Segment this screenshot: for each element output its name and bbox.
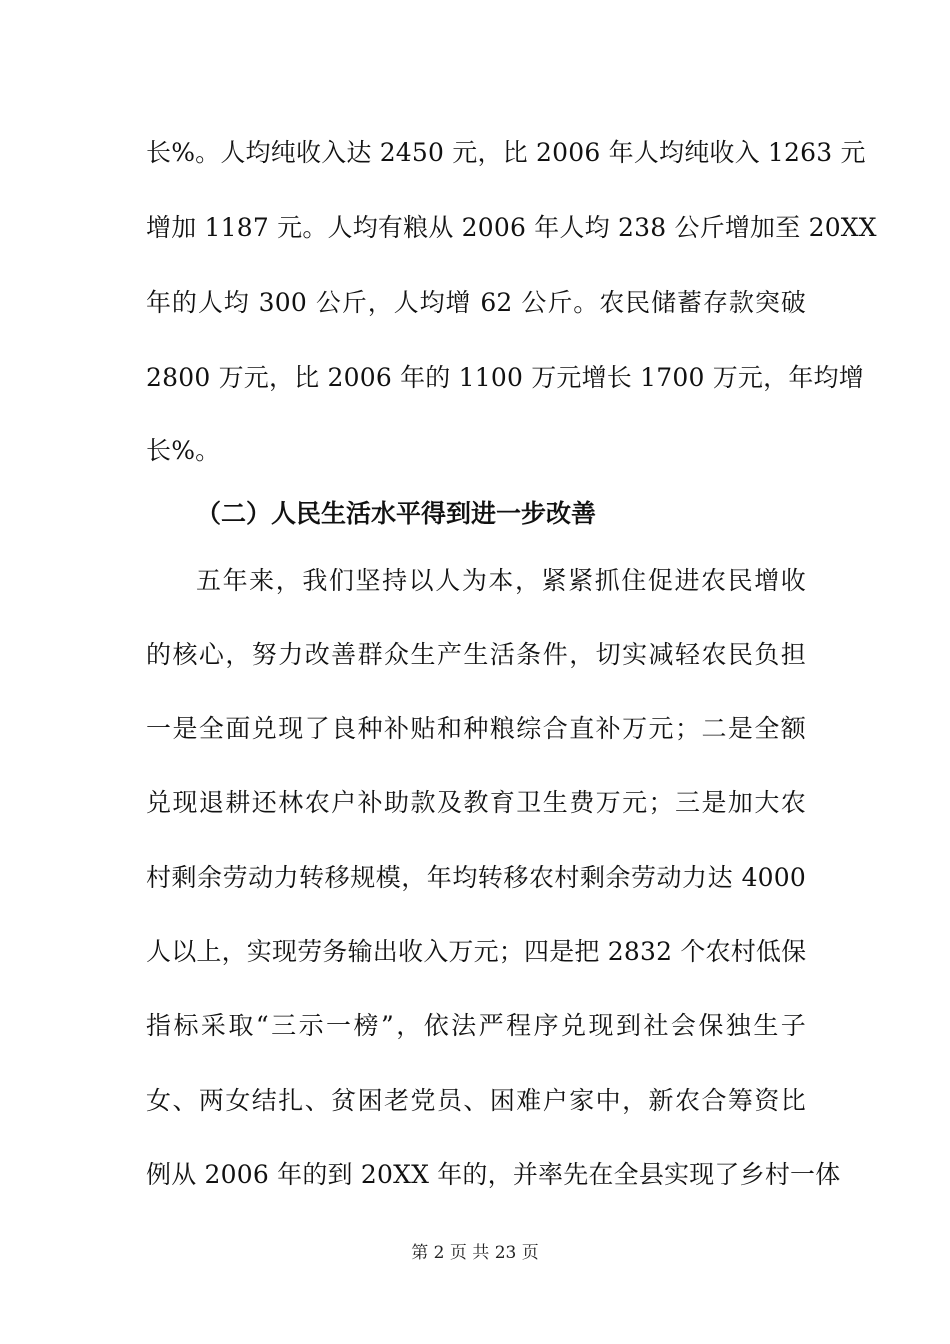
paragraph-line-9: 例从 2006 年的到 20XX 年的，并率先在全县实现了乡村一体 [146,1160,841,1189]
text-line-4: 2800 万元，比 2006 年的 1100 万元增长 1700 万元，年均增 [146,363,864,392]
paragraph-line-8: 女、两女结扎、贫困老党员、困难户家中，新农合筹资比 [146,1086,806,1115]
text-line-5: 长%。 [146,436,221,465]
page-number-footer: 第 2 页 共 23 页 [411,1243,539,1263]
paragraph-line-1: 五年来，我们坚持以人为本，紧紧抓住促进农民增收 [196,566,806,595]
text-line-2: 增加 1187 元。人均有粮从 2006 年人均 238 公斤增加至 20XX [146,213,877,242]
paragraph-line-2: 的核心，努力改善群众生产生活条件，切实减轻农民负担 [146,640,806,669]
text-line-1: 长%。人均纯收入达 2450 元，比 2006 年人均纯收入 1263 元 [146,138,866,167]
paragraph-line-4: 兑现退耕还林农户补助款及教育卫生费万元；三是加大农 [146,788,806,817]
text-line-3: 年的人均 300 公斤，人均增 62 公斤。农民储蓄存款突破 [146,288,806,317]
paragraph-line-5: 村剩余劳动力转移规模，年均转移农村剩余劳动力达 4000 [146,863,806,892]
paragraph-line-6: 人以上，实现劳务输出收入万元；四是把 2832 个农村低保 [146,937,807,966]
section-heading: （二）人民生活水平得到进一步改善 [196,499,597,528]
paragraph-line-7: 指标采取“三示一榜”，依法严程序兑现到社会保独生子 [146,1011,806,1040]
paragraph-line-3: 一是全面兑现了良种补贴和种粮综合直补万元；二是全额 [146,714,806,743]
